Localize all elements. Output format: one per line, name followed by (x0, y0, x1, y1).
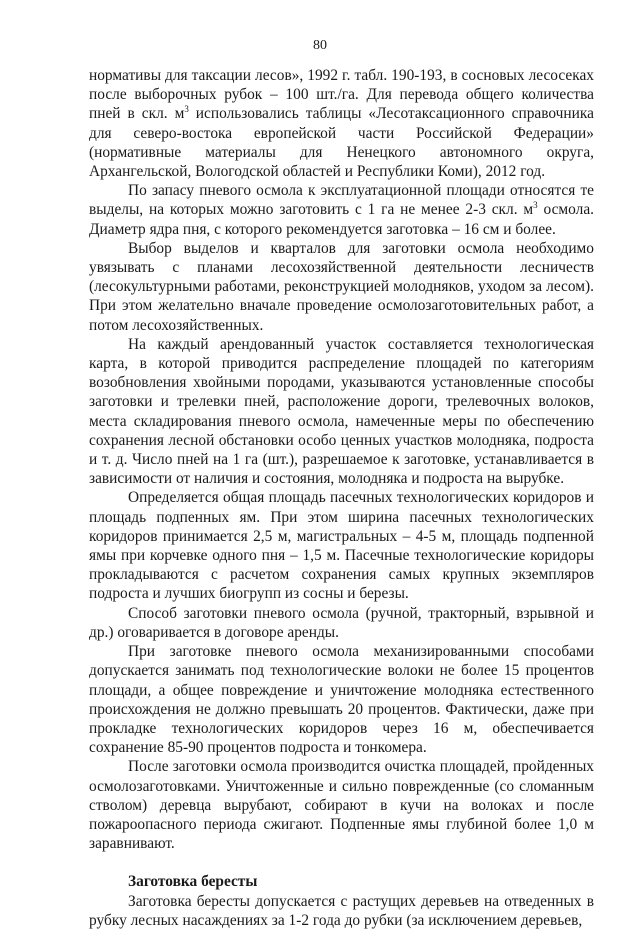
page-number: 80 (313, 38, 327, 53)
section-spacer (89, 853, 594, 872)
document-body (89, 66, 594, 930)
paragraph-continuation (89, 66, 594, 181)
paragraph-cleanup: После заготовки осмола производится очистка площадей, пройденных осмолозаготовками. Уничтоженные и сильно поврежденные (со сломанным стволом) деревца вырубают, собирают в кучи на волоках и после пожароопасного периода сжигают. Подпенные ямы глубиной более 1,0 м заравнивают. (89, 758, 594, 853)
paragraph-stump-resin-stock (89, 181, 594, 239)
paragraph-text: использовались таблицы «Лесотаксационного справочника для северо-востока европейской части Российской Федерации» (нормативные материалы для Ненецкого автономного округа, Архангельской, Вологодской областей и Республики Коми), 2012 год. (89, 105, 594, 181)
superscript-3: 3 (184, 104, 189, 115)
paragraph-mechanized-harvest: При заготовке пневого осмола механизированными способами допускается занимать под технологические волоки не более 15 процентов площади, а общее повреждение и уничтожение молодняка естественного происхождения не должно превышать 20 процентов. Фактически, даже при прокладке технологических коридоров через 16 м, обеспечивается сохранение 85-90 процентов подроста и тонкомера. (89, 643, 594, 757)
paragraph-plot-selection: Выбор выделов и кварталов для заготовки осмола необходимо увязывать с планами лесохозяйственной деятельности лесничеств (лесокультурными работами, реконструкцией молодняков, уходом за лесом). При этом желательно вначале проведение осмолозаготовительных работ, а потом лесохозяйственных. (89, 239, 594, 334)
paragraph-corridor-area: Определяется общая площадь пасечных технологических коридоров и площадь подпенных ям. При этом ширина пасечных технологических коридоров принимается 2,5 м, магистральных – 4-5 м, площадь подпенной ямы при корчевке одного пня – 1,5 м. Пасечные технологические коридоры прокладываются с расчетом сохранения самых крупных экземпляров подроста и лучших биогрупп из сосны и березы. (89, 489, 594, 603)
paragraph-technological-map: На каждый арендованный участок составляется технологическая карта, в которой приводится распределение площадей по категориям возобновления хвойными породами, указываются установленные способы заготовки и трелевки пней, расположение дороги, трелевочных волоков, места складирования пневого осмола, намеченные меры по обеспечению сохранения лесной обстановки особо ценных участков молодняка, подроста и т. д. Число пней на 1 га (шт.), разрешаемое к заготовке, устанавливается в зависимости от наличия и состояния, молодняка и подроста на вырубке. (89, 335, 594, 488)
superscript-3: 3 (533, 200, 538, 211)
section-heading-birch-bark: Заготовка бересты (128, 873, 258, 891)
paragraph-harvest-method: Способ заготовки пневого осмола (ручной, тракторный, взрывной и др.) оговаривается в договоре аренды. (89, 604, 594, 641)
paragraph-text: осмола. Диаметр ядра пня, с которого рекомендуется заготовка – 16 см и более. (89, 201, 594, 238)
paragraph-text: По запасу пневого осмола к эксплуатационной площади относятся те выделы, на которых можно заготовить с 1 га не менее 2-3 скл. м (89, 182, 594, 219)
paragraph-text: нормативы для таксации лесов», 1992 г. табл. 190-193, в сосновых лесосеках после выборочных рубок – 100 шт./га. Для перевода общего количества пней в скл. м (89, 67, 594, 123)
paragraph-birch-bark: Заготовка бересты допускается с растущих деревьев на отведенных в рубку лесных насаждениях за 1-2 года до рубки (за исключением деревьев, (89, 892, 594, 929)
